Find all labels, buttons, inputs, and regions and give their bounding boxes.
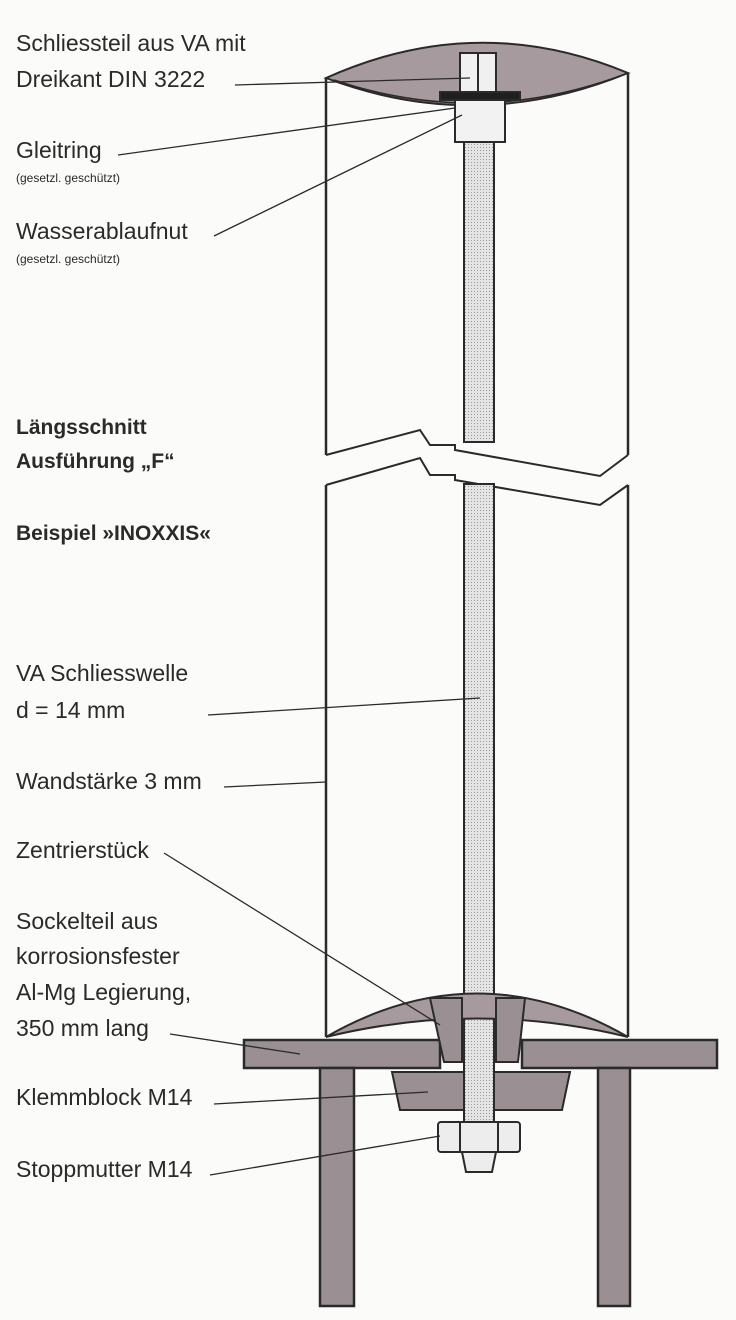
label-wandstaerke: Wandstärke 3 mm bbox=[16, 768, 202, 794]
label-sockelteil-line4: 350 mm lang bbox=[16, 1015, 149, 1041]
label-stoppmutter: Stoppmutter M14 bbox=[16, 1156, 193, 1182]
schliesswelle bbox=[464, 142, 494, 442]
title-laengsschnitt: Längsschnitt bbox=[16, 416, 147, 439]
schliesswelle-lower bbox=[464, 484, 494, 1148]
label-klemmblock: Klemmblock M14 bbox=[16, 1084, 193, 1110]
label-schliesswelle-line1: VA Schliesswelle bbox=[16, 660, 189, 686]
label-schliessteil-line1: Schliessteil aus VA mit bbox=[16, 30, 246, 56]
label-zentrierstueck: Zentrierstück bbox=[16, 837, 149, 863]
label-sockelteil-line3: Al-Mg Legierung, bbox=[16, 979, 192, 1005]
note-wasserablaufnut: (gesetzl. geschützt) bbox=[16, 252, 121, 266]
label-sockelteil-line2: korrosionsfester bbox=[16, 943, 180, 969]
label-schliesswelle-line2: d = 14 mm bbox=[16, 697, 126, 723]
gleitring bbox=[455, 100, 505, 142]
title-ausfuehrung: Ausführung „F“ bbox=[16, 450, 175, 473]
label-sockelteil-line1: Sockelteil aus bbox=[16, 908, 158, 934]
label-gleitring: Gleitring bbox=[16, 137, 102, 163]
note-gleitring: (gesetzl. geschützt) bbox=[16, 171, 121, 185]
stoppmutter bbox=[438, 1122, 520, 1172]
label-wasserablaufnut: Wasserablaufnut bbox=[16, 218, 188, 244]
title-beispiel: Beispiel »INOXXIS« bbox=[16, 522, 211, 545]
label-schliessteil-line2: Dreikant DIN 3222 bbox=[16, 66, 206, 92]
